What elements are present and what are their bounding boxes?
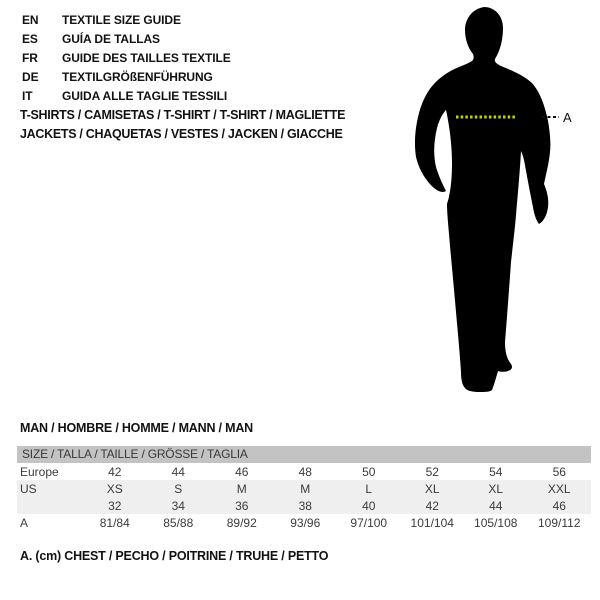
table-cell: 97/100 <box>350 516 388 530</box>
table-cell: 36 <box>235 498 249 513</box>
category-title <box>20 106 345 144</box>
man-silhouette-figure <box>405 0 585 400</box>
language-label: GUIDE DES TAILLES TEXTILE <box>62 51 231 65</box>
language-row <box>22 68 231 87</box>
table-cell: 48 <box>298 464 312 479</box>
language-label: TEXTILE SIZE GUIDE <box>62 13 181 27</box>
table-cell: 42 <box>425 498 439 513</box>
category-line-tshirts: T-SHIRTS / CAMISETAS / T-SHIRT / T-SHIRT / MAGLIETTE <box>20 108 346 122</box>
table-cell: 93/96 <box>290 516 321 530</box>
size-table-rows <box>17 463 591 532</box>
table-cell: S <box>174 481 183 496</box>
language-label: GUIDA ALLE TAGLIE TESSILI <box>62 89 228 103</box>
language-code: IT <box>22 89 33 103</box>
table-row <box>17 497 591 514</box>
table-cell: 52 <box>425 464 439 479</box>
table-row <box>17 514 591 532</box>
language-label: GUÍA DE TALLAS <box>62 32 160 46</box>
table-cell: XS <box>106 481 123 496</box>
table-cell: 34 <box>171 498 185 513</box>
table-cell: 50 <box>362 464 376 479</box>
table-cell: 109/112 <box>538 516 581 530</box>
measurement-footnote: A. (cm) CHEST / PECHO / POITRINE / TRUHE / PETTO <box>20 549 329 563</box>
section-title: MAN / HOMBRE / HOMME / MANN / MAN <box>20 421 253 435</box>
measure-label-a: A <box>563 110 572 125</box>
table-cell: 101/104 <box>410 516 454 530</box>
table-cell: M <box>236 481 247 496</box>
table-cell: XXL <box>547 481 571 496</box>
language-code: ES <box>22 32 38 46</box>
table-cell: 54 <box>489 464 503 479</box>
table-cell: 40 <box>362 498 376 513</box>
language-code: FR <box>22 51 38 65</box>
language-row <box>22 87 231 106</box>
language-code: EN <box>22 13 39 27</box>
table-cell: L <box>365 481 373 496</box>
language-row <box>22 30 231 49</box>
language-label: TEXTILGRÖßENFÜHRUNG <box>62 70 213 84</box>
table-cell: 44 <box>171 464 185 479</box>
language-row <box>22 49 231 68</box>
table-cell: 56 <box>552 464 566 479</box>
category-line-jackets: JACKETS / CHAQUETAS / VESTES / JACKEN / GIACCHE <box>20 127 343 141</box>
table-cell: 81/84 <box>99 516 130 530</box>
table-cell: 46 <box>552 498 566 513</box>
table-cell: 32 <box>108 498 122 513</box>
table-cell: 38 <box>298 498 312 513</box>
table-cell: 44 <box>489 498 503 513</box>
table-cell: 89/92 <box>226 516 257 530</box>
row-label: US <box>20 481 37 496</box>
table-cell: 85/88 <box>163 516 194 530</box>
table-row <box>17 480 591 497</box>
table-cell: XL <box>488 481 504 496</box>
table-cell: XL <box>424 481 440 496</box>
language-row <box>22 11 231 30</box>
language-list <box>22 11 231 106</box>
row-label: A <box>20 516 29 530</box>
size-table <box>17 446 591 532</box>
table-cell: M <box>300 481 311 496</box>
table-cell: 105/108 <box>474 516 518 530</box>
language-code: DE <box>22 70 39 84</box>
table-cell: 42 <box>108 464 122 479</box>
row-label: Europe <box>20 464 59 479</box>
table-row <box>17 463 591 480</box>
table-cell: 46 <box>235 464 249 479</box>
man-silhouette <box>415 7 550 392</box>
size-table-header: SIZE / TALLA / TAILLE / GRÖSSE / TAGLIA <box>17 446 591 463</box>
